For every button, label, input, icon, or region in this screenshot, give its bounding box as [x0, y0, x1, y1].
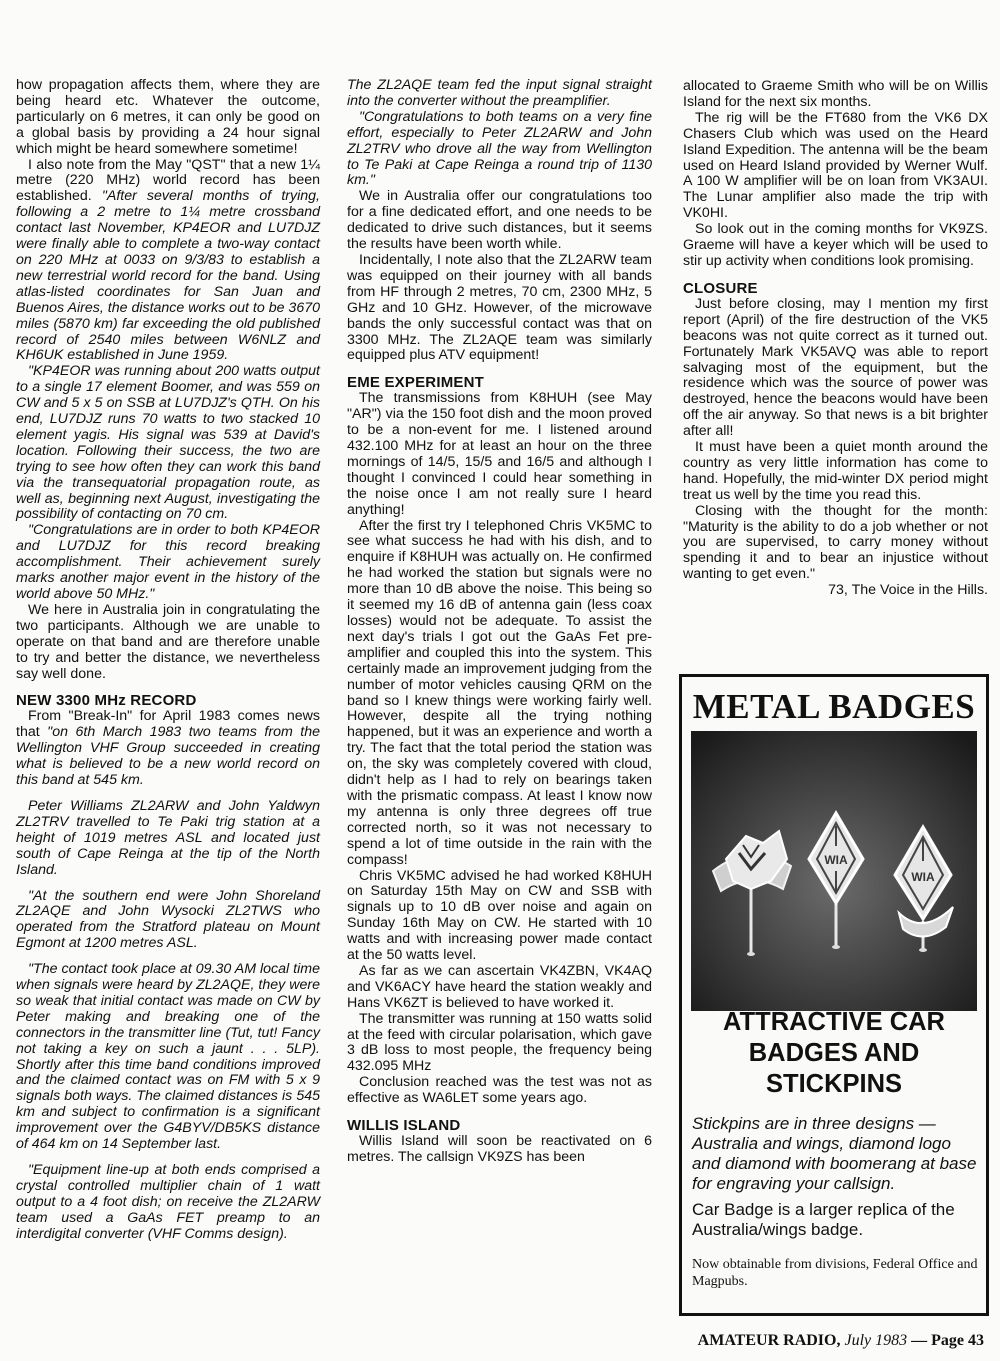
stickpins-description: Stickpins are in three designs — Australia and wings, diamond logo and diamond with boomerang at base for engraving your callsign.: [692, 1114, 977, 1193]
paragraph: So look out in the coming months for VK9ZS. Graeme will have a keyer which will be used to stir up activity when conditions look promising.: [683, 221, 988, 269]
quote-text: "After several months of trying, following a 2 metre to 1¼ metre crossband contact last November, KP4EOR and LU7DJZ were finally able to complete a two-way contact on 220 MHz at 0033 on 9/3/83 to establish a new terrestrial world record for the band. Using atlas-listed coordinates for San Juan and Buenos Aires, the distance works out to be 3670 miles (5870 km) far exceeding the old published record of 2540 miles between W6NLZ and KH6UK established in June 1959.: [16, 188, 320, 364]
paragraph-text: From "Break-In" for April 1983 comes news that: [16, 708, 320, 741]
section-heading: EME EXPERIMENT: [347, 374, 484, 392]
quote-paragraph: "Equipment line-up at both ends comprised a crystal controlled multiplier chain of 1 watt output to a 4 foot dish; on receive the ZL2ARW team used a GaAs FET preamp to an interdigital converter (VHF Comms design).: [16, 1162, 320, 1242]
column-1: [16, 78, 320, 1243]
badge-label: WIA: [911, 870, 935, 884]
section-heading: CLOSURE: [683, 279, 758, 297]
paragraph-text: I also note from the May "QST" that a new 1¼ metre (220 MHz) world record has been established.: [16, 156, 320, 205]
badges-illustration: [691, 731, 977, 1011]
paragraph: Chris VK5MC advised he had worked K8HUH on Saturday 15th May on CW and SSB with signals up to 10 dB over noise and again on Sunday 16th May on CW. He started with 10 watts and with increasing power made contact at the 50 watts level.: [347, 867, 652, 964]
quote-text: "on 6th March 1983 two teams from the Wellington VHF Group succeeded in creating what is believed to be a new world record on this band at 545 km.: [16, 724, 321, 789]
paragraph: allocated to Graeme Smith who will be on Willis Island for the next six months.: [683, 78, 988, 110]
paragraph: [16, 709, 320, 789]
availability-note: Now obtainable from divisions, Federal Office and Magpubs.: [692, 1257, 978, 1289]
badge-label: WIA: [824, 853, 848, 867]
badges-photo: [691, 731, 977, 1011]
paragraph: how propagation affects them, where they are being heard etc. Whatever the outcome, particularly on 6 metres, it can only be good on a global basis by providing a 24 hour signal which might be heard somewhere sometime!: [16, 77, 320, 157]
paragraph: The transmitter was running at 150 watts solid at the feed with circular polarisation, which gave 3 dB loss to most people, the frequency being 432.095 MHz: [347, 1010, 652, 1075]
ad-subtitle-line: STICKPINS: [765, 1070, 903, 1098]
author-signature: 73, The Voice in the Hills.: [828, 582, 988, 599]
quote-paragraph: Peter Williams ZL2ARW and John Yaldwyn ZL2TRV travelled to Te Paki trig station at a height of 1019 metres ASL and located just south of Cape Reinga at the tip of the North Island.: [16, 797, 320, 878]
paragraph: Willis Island will soon be reactivated on 6 metres. The callsign VK9ZS has been: [347, 1133, 652, 1165]
section-heading: NEW 3300 MHz RECORD: [16, 692, 197, 710]
paragraph: The transmissions from K8HUH (see May "AR") via the 150 foot dish and the moon proved to be a non-event for me. I listened around 432.100 MHz for at least an hour on the three mornings of 14/5, 15/5 and 16/5 and although I thought I convinced I could hear something in the noise once I am not really sure I heard anything!: [347, 390, 652, 518]
paragraph: The rig will be the FT680 from the VK6 DX Chasers Club which was used on the Heard Island Expedition. The antenna will be the beam used on Heard Island provided by Werner Wulf. A 100 W amplifier will be on loan from VK3AUI. The Lunar amplifier also made the trip with VK0HI.: [683, 109, 988, 222]
issue-date: July 1983: [844, 1332, 908, 1349]
paragraph: We in Australia offer our congratulations too for a fine dedicated effort, and one needs to be dedicated to drive such distances, but it seems the results have been worth while.: [347, 188, 652, 253]
quote-paragraph: "KP4EOR was running about 200 watts output to a single 17 element Boomer, and was 559 on CW and 5 x 5 on SSB at LU7DJZ's QTH. On his end, LU7DJZ runs 70 watts to two stacked 10 element yagis. His signal was 539 at David's location. Following their success, the two are trying to see how often they can work this band via the transequatorial propagation route, as well as, beginning next August, investigating the possibility of contacting on 70 cm.: [16, 363, 320, 523]
column-3: [683, 79, 988, 599]
quote-paragraph: "At the southern end were John Shoreland ZL2AQE and John Wysocki ZL2TWS who operated from the Stratford plateau on Mount Egmont at 1200 metres ASL.: [16, 887, 320, 952]
page-footer: [698, 1332, 984, 1350]
ad-subtitle-line: ATTRACTIVE CAR: [723, 1008, 945, 1036]
car-badge-description: Car Badge is a larger replica of the Australia/wings badge.: [692, 1200, 955, 1239]
paragraph: As far as we can ascertain VK4ZBN, VK4AQ and VK6ACY have heard the station weakly and Hans VK6ZT is believed to have worked it.: [347, 962, 652, 1011]
quote-paragraph: "The contact took place at 09.30 AM local time when signals were heard by ZL2AQE, they were so weak that initial contact was made on CW by Peter making and breaking one of the connectors in the transmitter line (Tut, tut! Fancy not taking a key on such a jaunt . . . 5LP). Shortly after this time band conditions improved and the claimed contact was on FM with 5 x 9 signals both ways. The claimed distances is 545 km and subject to confirmation is a significant improvement over the G4BYV/DB5KS distance of 464 km on 14 September last.: [16, 961, 320, 1153]
page-number: — Page 43: [911, 1332, 984, 1349]
paragraph: It must have been a quiet month around the country as very little information has come to hand. Hopefully, the mid-winter DX period might treat us well by the time you read this.: [683, 439, 988, 503]
ad-subtitle-line: BADGES AND: [748, 1039, 920, 1067]
ad-subtitle: [682, 1007, 986, 1100]
section-heading: WILLIS ISLAND: [347, 1117, 461, 1135]
paragraph: [16, 158, 320, 365]
column-2: [347, 78, 652, 1166]
paragraph: Closing with the thought for the month: "Maturity is the ability to do a job whether or not you are supervised, to carry money without spending it and to bear an injustice without wanting to get even.": [683, 502, 988, 583]
quote-paragraph: "Congratulations are in order to both KP4EOR and LU7DJZ for this record breaking accomplishment. Their achievement surely marks another major event in the history of the world above 50 MHz.": [16, 522, 320, 602]
metal-badges-advertisement: [679, 674, 989, 1316]
quote-paragraph: "Congratulations to both teams on a very fine effort, especially to Peter ZL2ARW and John ZL2TRV who drove all the way from Wellington to Te Paki at Cape Reinga a round trip of 1130 km.": [347, 108, 652, 189]
paragraph: Incidentally, I note also that the ZL2ARW team was equipped on their journey with all bands from HF through 2 metres, 70 cm, 2300 MHz, 5 GHz and 10 GHz. However, of the microwave bands the only successful contact was that on 3300 MHz. The ZL2AQE team was similarly equipped plus ATV equipment!: [347, 251, 652, 364]
paragraph: Conclusion reached was the test was not as effective as WA6LET some years ago.: [347, 1074, 652, 1107]
magazine-name: AMATEUR RADIO,: [697, 1332, 841, 1349]
paragraph: We here in Australia join in congratulating the two participants. Although we are unable to operate on that band and are therefore unable to try and better the distance, we nevertheless say well done.: [16, 601, 320, 682]
paragraph: After the first try I telephoned Chris VK5MC to see what success he had with his dish, and to enquire if K8HUH was actually on. He confirmed he had worked the station but signals were no more than 10 dB above the noise. This being so it seemed my 16 dB of antenna gain (less coax losses) would not be adequate. To assist the next day's trials I got out the GaAs Fet pre-amplifier and coupled this into the system. This certainly made an improvement judging from the number of motor vehicles causing QRM on the band so I knew things were working fairly well. However, despite all the trying nothing happened, but it was an experience and worth a try. The fact that the total period the station was on, the sky was completely covered with cloud, didn't help as I had to rely on bearings taken with the prismatic compass. At least I know now my antenna is only three degrees off true corrected north, so it was not necessary to spend a lot of time outside in the rain with the compass!: [347, 517, 652, 868]
paragraph: Just before closing, may I mention my first report (April) of the fire destruction of the VK5 beacons was not quite correct as it turned out. Fortunately Mark VK5AVQ was able to report salvaging most of the equipment, but the residence which was the source of power was destroyed, hence the beacons would have been off the air anyway. So that news is a bit brighter after all!: [683, 295, 988, 440]
ad-title: METAL BADGES: [692, 687, 976, 726]
quote-paragraph: The ZL2AQE team fed the input signal straight into the converter without the preamplifier.: [347, 77, 652, 109]
